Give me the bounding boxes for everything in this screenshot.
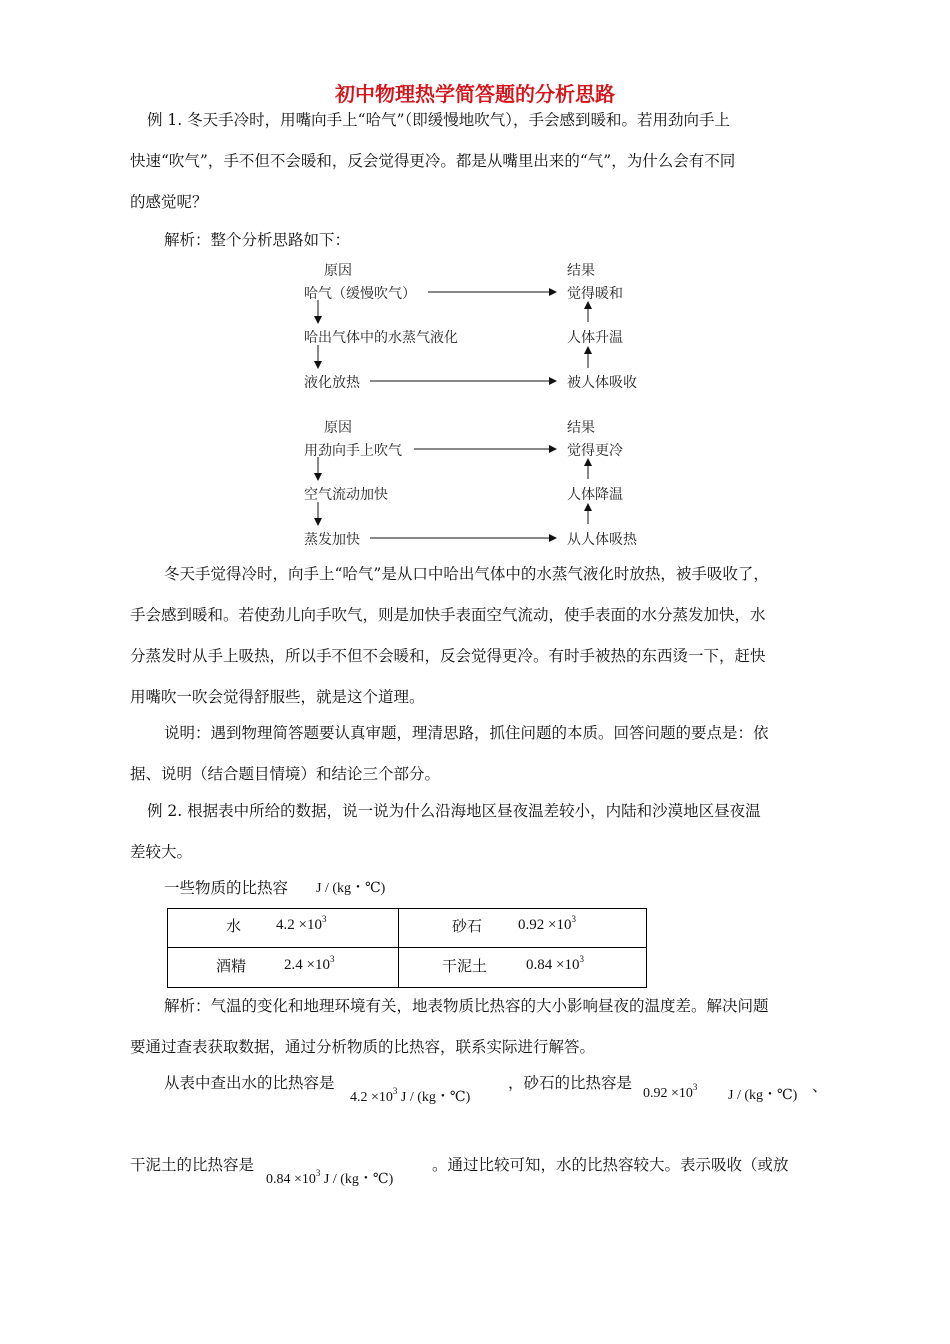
table-cell-value: $0.84 \times 10^3$ <box>526 954 584 973</box>
sand-tail: 、 <box>812 1077 828 1095</box>
diagram1-cause-3: 液化放热 <box>304 375 360 391</box>
example1-line3: 的感觉呢？ <box>130 193 208 211</box>
example1-line1: 例 1. 冬天手冷时，用嘴向手上“哈气”（即缓慢地吹气），手会感到暖和。若用劲向手上 <box>147 111 730 129</box>
diagram2-cause-2: 空气流动加快 <box>304 487 388 503</box>
table-cell-substance: 水 <box>226 917 242 935</box>
diagram2-cause-1: 用劲向手上吹气 <box>304 443 402 459</box>
lookup-text-1: 从表中查出水的比热容是 <box>164 1074 335 1092</box>
lookup-text-2: ，砂石的比热容是 <box>508 1074 633 1092</box>
diagram1-cause-header: 原因 <box>324 263 352 279</box>
analysis-intro: 解析：整个分析思路如下： <box>164 231 351 249</box>
page-title: 初中物理热学简答题的分析思路 <box>335 82 615 106</box>
table-unit: J / (kg・℃) <box>316 881 386 896</box>
table-cell-value: $2.4 \times 10^3$ <box>284 954 335 973</box>
diagram2-result-2: 人体降温 <box>567 487 623 503</box>
lookup-text-3: 干泥土的比热容是 <box>130 1156 255 1174</box>
diagram2-result-header: 结果 <box>567 420 595 436</box>
diagram1-cause-1: 哈气（缓慢吹气） <box>304 286 416 302</box>
example2-line2: 差较大。 <box>130 843 193 861</box>
water-specific-heat: $4.2 \times 10^3$ J / (kg・℃) <box>350 1086 471 1105</box>
table-cell-value: $0.92 \times 10^3$ <box>518 914 576 933</box>
example2-analysis-line1: 解析：气温的变化和地理环境有关，地表物质比热容的大小影响昼夜的温度差。解决问题 <box>164 997 769 1015</box>
note-line1: 说明：遇到物理简答题要认真审题，理清思路，抓住问题的本质。回答问题的要点是：依 <box>164 724 769 742</box>
diagram1-result-3: 被人体吸收 <box>567 375 637 391</box>
diagram1-result-2: 人体升温 <box>567 330 623 346</box>
example1-line2: 快速“吹气”，手不但不会暖和，反会觉得更冷。都是从嘴里出来的“气”，为什么会有不同 <box>130 152 736 170</box>
diagram2-cause-header: 原因 <box>324 420 352 436</box>
explanation-line1: 冬天手觉得冷时，向手上“哈气”是从口中哈出气体中的水蒸气液化时放热，被手吸收了， <box>164 565 769 583</box>
diagram1-result-1: 觉得暖和 <box>567 286 623 302</box>
diagram1-cause-2: 哈出气体中的水蒸气液化 <box>304 330 458 346</box>
explanation-line4: 用嘴吹一吹会觉得舒服些，就是这个道理。 <box>130 688 425 706</box>
lookup-text-4: 。通过比较可知，水的比热容较大。表示吸收（或放 <box>432 1156 789 1174</box>
table-cell-substance: 砂石 <box>452 917 483 935</box>
diagram2-result-1: 觉得更冷 <box>567 443 623 459</box>
table-caption: 一些物质的比热容 <box>164 879 289 897</box>
table-cell-value: $4.2 \times 10^3$ <box>276 914 327 933</box>
explanation-line2: 手会感到暖和。若使劲儿向手吹气，则是加快手表面空气流动，使手表面的水分蒸发加快，水 <box>130 606 766 624</box>
specific-heat-table <box>167 908 647 988</box>
diagram2-cause-3: 蒸发加快 <box>304 532 360 548</box>
diagram1-result-header: 结果 <box>567 263 595 279</box>
sand-unit: J / (kg・℃) <box>728 1088 798 1103</box>
table-cell-substance: 干泥土 <box>442 957 488 975</box>
diagram2-result-3: 从人体吸热 <box>567 532 637 548</box>
explanation-line3: 分蒸发时从手上吸热，所以手不但不会暖和，反会觉得更冷。有时手被热的东西烫一下，赶快 <box>130 647 766 665</box>
example2-analysis-line2: 要通过查表获取数据，通过分析物质的比热容，联系实际进行解答。 <box>130 1038 596 1056</box>
note-line2: 据、说明（结合题目情境）和结论三个部分。 <box>130 765 441 783</box>
table-cell-substance: 酒精 <box>216 957 247 975</box>
example2-line1: 例 2. 根据表中所给的数据，说一说为什么沿海地区昼夜温差较小，内陆和沙漠地区昼夜温 <box>147 802 761 820</box>
sand-specific-heat: $0.92 \times 10^3$ <box>643 1082 698 1101</box>
soil-specific-heat: $0.84 \times 10^3$ J / (kg・℃) <box>266 1168 394 1187</box>
